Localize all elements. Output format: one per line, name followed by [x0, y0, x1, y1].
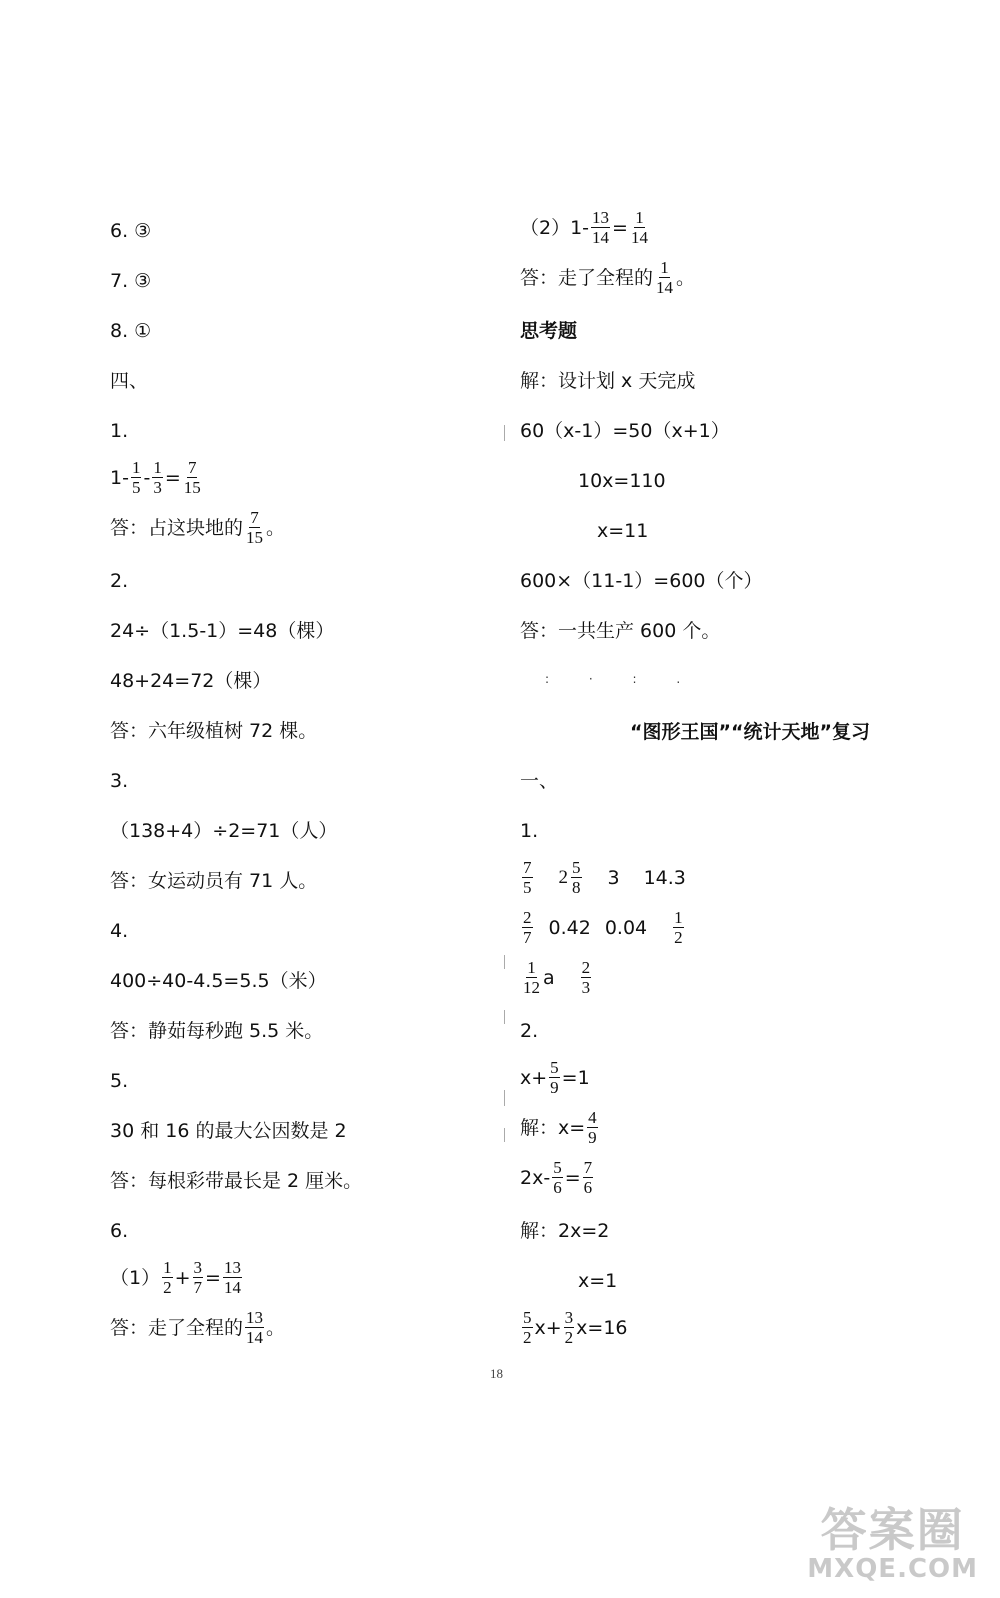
solution-r2-2a: 解：2x=2	[520, 1220, 610, 1242]
denominator: 2	[674, 928, 683, 947]
numerator: 1	[660, 258, 669, 277]
fraction	[522, 958, 541, 997]
denominator: 6	[553, 1178, 562, 1197]
fraction	[549, 1058, 560, 1097]
question-number-3: 3.	[110, 770, 129, 792]
answer-think: 答：一共生产 600 个。	[520, 620, 721, 642]
equation-text: x+	[534, 1316, 562, 1339]
fraction	[655, 258, 674, 297]
denominator: 14	[656, 278, 674, 297]
operator: =	[564, 1166, 581, 1189]
equation-text: （2）1-	[520, 216, 590, 239]
punctuation: 。	[266, 516, 286, 539]
equation-text: 2x-	[520, 1166, 551, 1189]
fraction	[223, 1258, 242, 1297]
numerator: 5	[553, 1158, 562, 1177]
denominator: 14	[246, 1328, 264, 1347]
equation-r2-2	[520, 1158, 595, 1197]
denominator: 2	[523, 1328, 532, 1347]
equation-q6	[110, 1258, 244, 1297]
fraction	[152, 458, 163, 497]
fraction	[630, 208, 649, 247]
fraction	[587, 1108, 598, 1147]
numerator: 1	[527, 958, 536, 977]
denominator: 8	[572, 878, 581, 897]
whole-part: 2	[558, 866, 568, 888]
section-heading-1: 一、	[520, 770, 559, 792]
fraction	[131, 458, 142, 497]
section-heading-4: 四、	[110, 370, 149, 392]
fraction	[162, 1258, 173, 1297]
work-line: 解：设计划 x 天完成	[520, 370, 696, 392]
operator: =	[164, 466, 181, 489]
numerator: 1	[674, 908, 683, 927]
solution-r2-1	[520, 1108, 600, 1147]
numerator: 3	[564, 1308, 574, 1327]
denominator: 14	[630, 228, 648, 247]
fraction	[673, 908, 684, 947]
fraction	[581, 958, 592, 997]
fraction	[245, 1308, 264, 1347]
review-title: “图形王国”“统计天地”复习	[630, 721, 870, 743]
scan-mark	[504, 955, 505, 969]
scan-mark	[504, 1128, 505, 1142]
numerator: 1	[131, 458, 141, 477]
numerator: 2	[523, 908, 532, 927]
watermark-sub: MXQE.COM	[807, 1554, 978, 1584]
punctuation: 。	[676, 266, 696, 289]
denominator: 15	[183, 478, 201, 497]
work-line: 24÷（1.5-1）=48（棵）	[110, 620, 335, 642]
answer-text: 答：走了全程的	[110, 1316, 244, 1339]
numerator: 4	[588, 1108, 597, 1127]
denominator: 15	[246, 528, 264, 547]
answer-q4: 答：静茹每秒跑 5.5 米。	[110, 1020, 324, 1042]
answer-line-7: 7. ③	[110, 270, 152, 292]
numerator: 1	[163, 1258, 172, 1277]
answer-row-1	[520, 858, 686, 897]
fraction	[522, 908, 533, 947]
fraction	[583, 1158, 594, 1197]
denominator: 9	[550, 1078, 559, 1097]
stray-marks: : · : .	[545, 672, 699, 686]
watermark-logo	[807, 1494, 978, 1584]
equation-text: 1-	[110, 466, 129, 489]
equation-text: x+	[520, 1066, 548, 1089]
mixed-number	[559, 858, 584, 897]
answer-part-2	[520, 258, 695, 297]
numerator: 5	[572, 858, 581, 877]
scan-mark	[504, 1010, 505, 1024]
equation-r2-1	[520, 1058, 590, 1097]
think-title: 思考题	[520, 320, 578, 342]
denominator: 2	[163, 1278, 172, 1297]
denominator: 5	[131, 478, 141, 497]
work-line: 48+24=72（棵）	[110, 670, 272, 692]
denominator: 6	[583, 1178, 593, 1197]
work-line: 600×（11-1）=600（个）	[520, 570, 763, 592]
fraction	[193, 1258, 204, 1297]
work-line: x=11	[597, 520, 649, 542]
numerator: 5	[550, 1058, 559, 1077]
answer-value: 0.42	[548, 916, 591, 939]
work-line: 400÷40-4.5=5.5（米）	[110, 970, 327, 992]
denominator: 5	[523, 878, 532, 897]
answer-q2: 答：六年级植树 72 棵。	[110, 720, 318, 742]
equation-q1	[110, 458, 204, 497]
fraction	[571, 858, 582, 897]
numerator: 1	[153, 458, 162, 477]
fraction	[245, 508, 264, 547]
equation-text: 解：x=	[520, 1116, 586, 1139]
answer-q1	[110, 508, 285, 547]
numerator: 2	[581, 958, 591, 977]
fraction	[522, 858, 533, 897]
operator: +	[174, 1266, 191, 1289]
answer-row-3	[520, 958, 593, 997]
equation-text: （1）	[110, 1266, 161, 1289]
numerator: 13	[223, 1258, 241, 1277]
work-line: 60（x-1）=50（x+1）	[520, 420, 730, 442]
work-line: 10x=110	[578, 470, 666, 492]
answer-row-2	[520, 908, 686, 947]
denominator: 3	[153, 478, 162, 497]
answer-line-8: 8. ①	[110, 320, 152, 342]
answer-q6	[110, 1308, 285, 1347]
numerator: 13	[246, 1308, 264, 1327]
fraction	[591, 208, 610, 247]
scan-mark	[504, 1090, 505, 1106]
numerator: 3	[193, 1258, 203, 1277]
page-number: 18	[490, 1366, 503, 1381]
numerator: 7	[250, 508, 259, 527]
question-number-2: 2.	[110, 570, 129, 592]
numerator: 7	[583, 1158, 593, 1177]
denominator: 9	[588, 1128, 597, 1147]
denominator: 14	[223, 1278, 241, 1297]
question-number-1: 1.	[520, 820, 539, 842]
denominator: 3	[581, 978, 591, 997]
denominator: 7	[523, 928, 532, 947]
answer-value: a	[543, 966, 555, 989]
numerator: 1	[635, 208, 644, 227]
question-number-5: 5.	[110, 1070, 129, 1092]
answer-value: 14.3	[643, 866, 686, 889]
equation-r2-3	[520, 1308, 628, 1347]
fraction	[183, 458, 202, 497]
scan-mark	[504, 425, 505, 441]
fraction	[552, 1158, 563, 1197]
denominator: 2	[564, 1328, 574, 1347]
operator: =	[205, 1266, 221, 1289]
answer-text: 答：走了全程的	[520, 266, 654, 289]
question-number-2: 2.	[520, 1020, 539, 1042]
work-line: （138+4）÷2=71（人）	[110, 820, 338, 842]
question-number-1: 1.	[110, 420, 129, 442]
solution-r2-2b: x=1	[578, 1270, 618, 1292]
numerator: 5	[523, 1308, 532, 1327]
answer-text: 答：占这块地的	[110, 516, 244, 539]
answer-q3: 答：女运动员有 71 人。	[110, 870, 318, 892]
operator: -	[143, 466, 151, 489]
equation-text: =1	[561, 1066, 590, 1089]
answer-value: 3	[607, 866, 620, 889]
equation-text: x=16	[576, 1316, 628, 1339]
answer-value: 0.04	[604, 916, 648, 939]
numerator: 13	[592, 208, 610, 227]
operator: =	[612, 216, 628, 239]
question-number-6: 6.	[110, 1220, 129, 1242]
answer-line-6: 6. ③	[110, 220, 152, 242]
question-number-4: 4.	[110, 920, 129, 942]
fraction	[564, 1308, 575, 1347]
denominator: 7	[193, 1278, 203, 1297]
work-line: 30 和 16 的最大公因数是 2	[110, 1120, 347, 1142]
numerator: 7	[523, 858, 532, 877]
watermark-main: 答案圈	[820, 1503, 965, 1557]
numerator: 7	[187, 458, 197, 477]
punctuation: 。	[266, 1316, 286, 1339]
denominator: 14	[592, 228, 610, 247]
denominator: 12	[523, 978, 540, 997]
answer-q5: 答：每根彩带最长是 2 厘米。	[110, 1170, 363, 1192]
fraction	[522, 1308, 533, 1347]
equation-part-2	[520, 208, 651, 247]
